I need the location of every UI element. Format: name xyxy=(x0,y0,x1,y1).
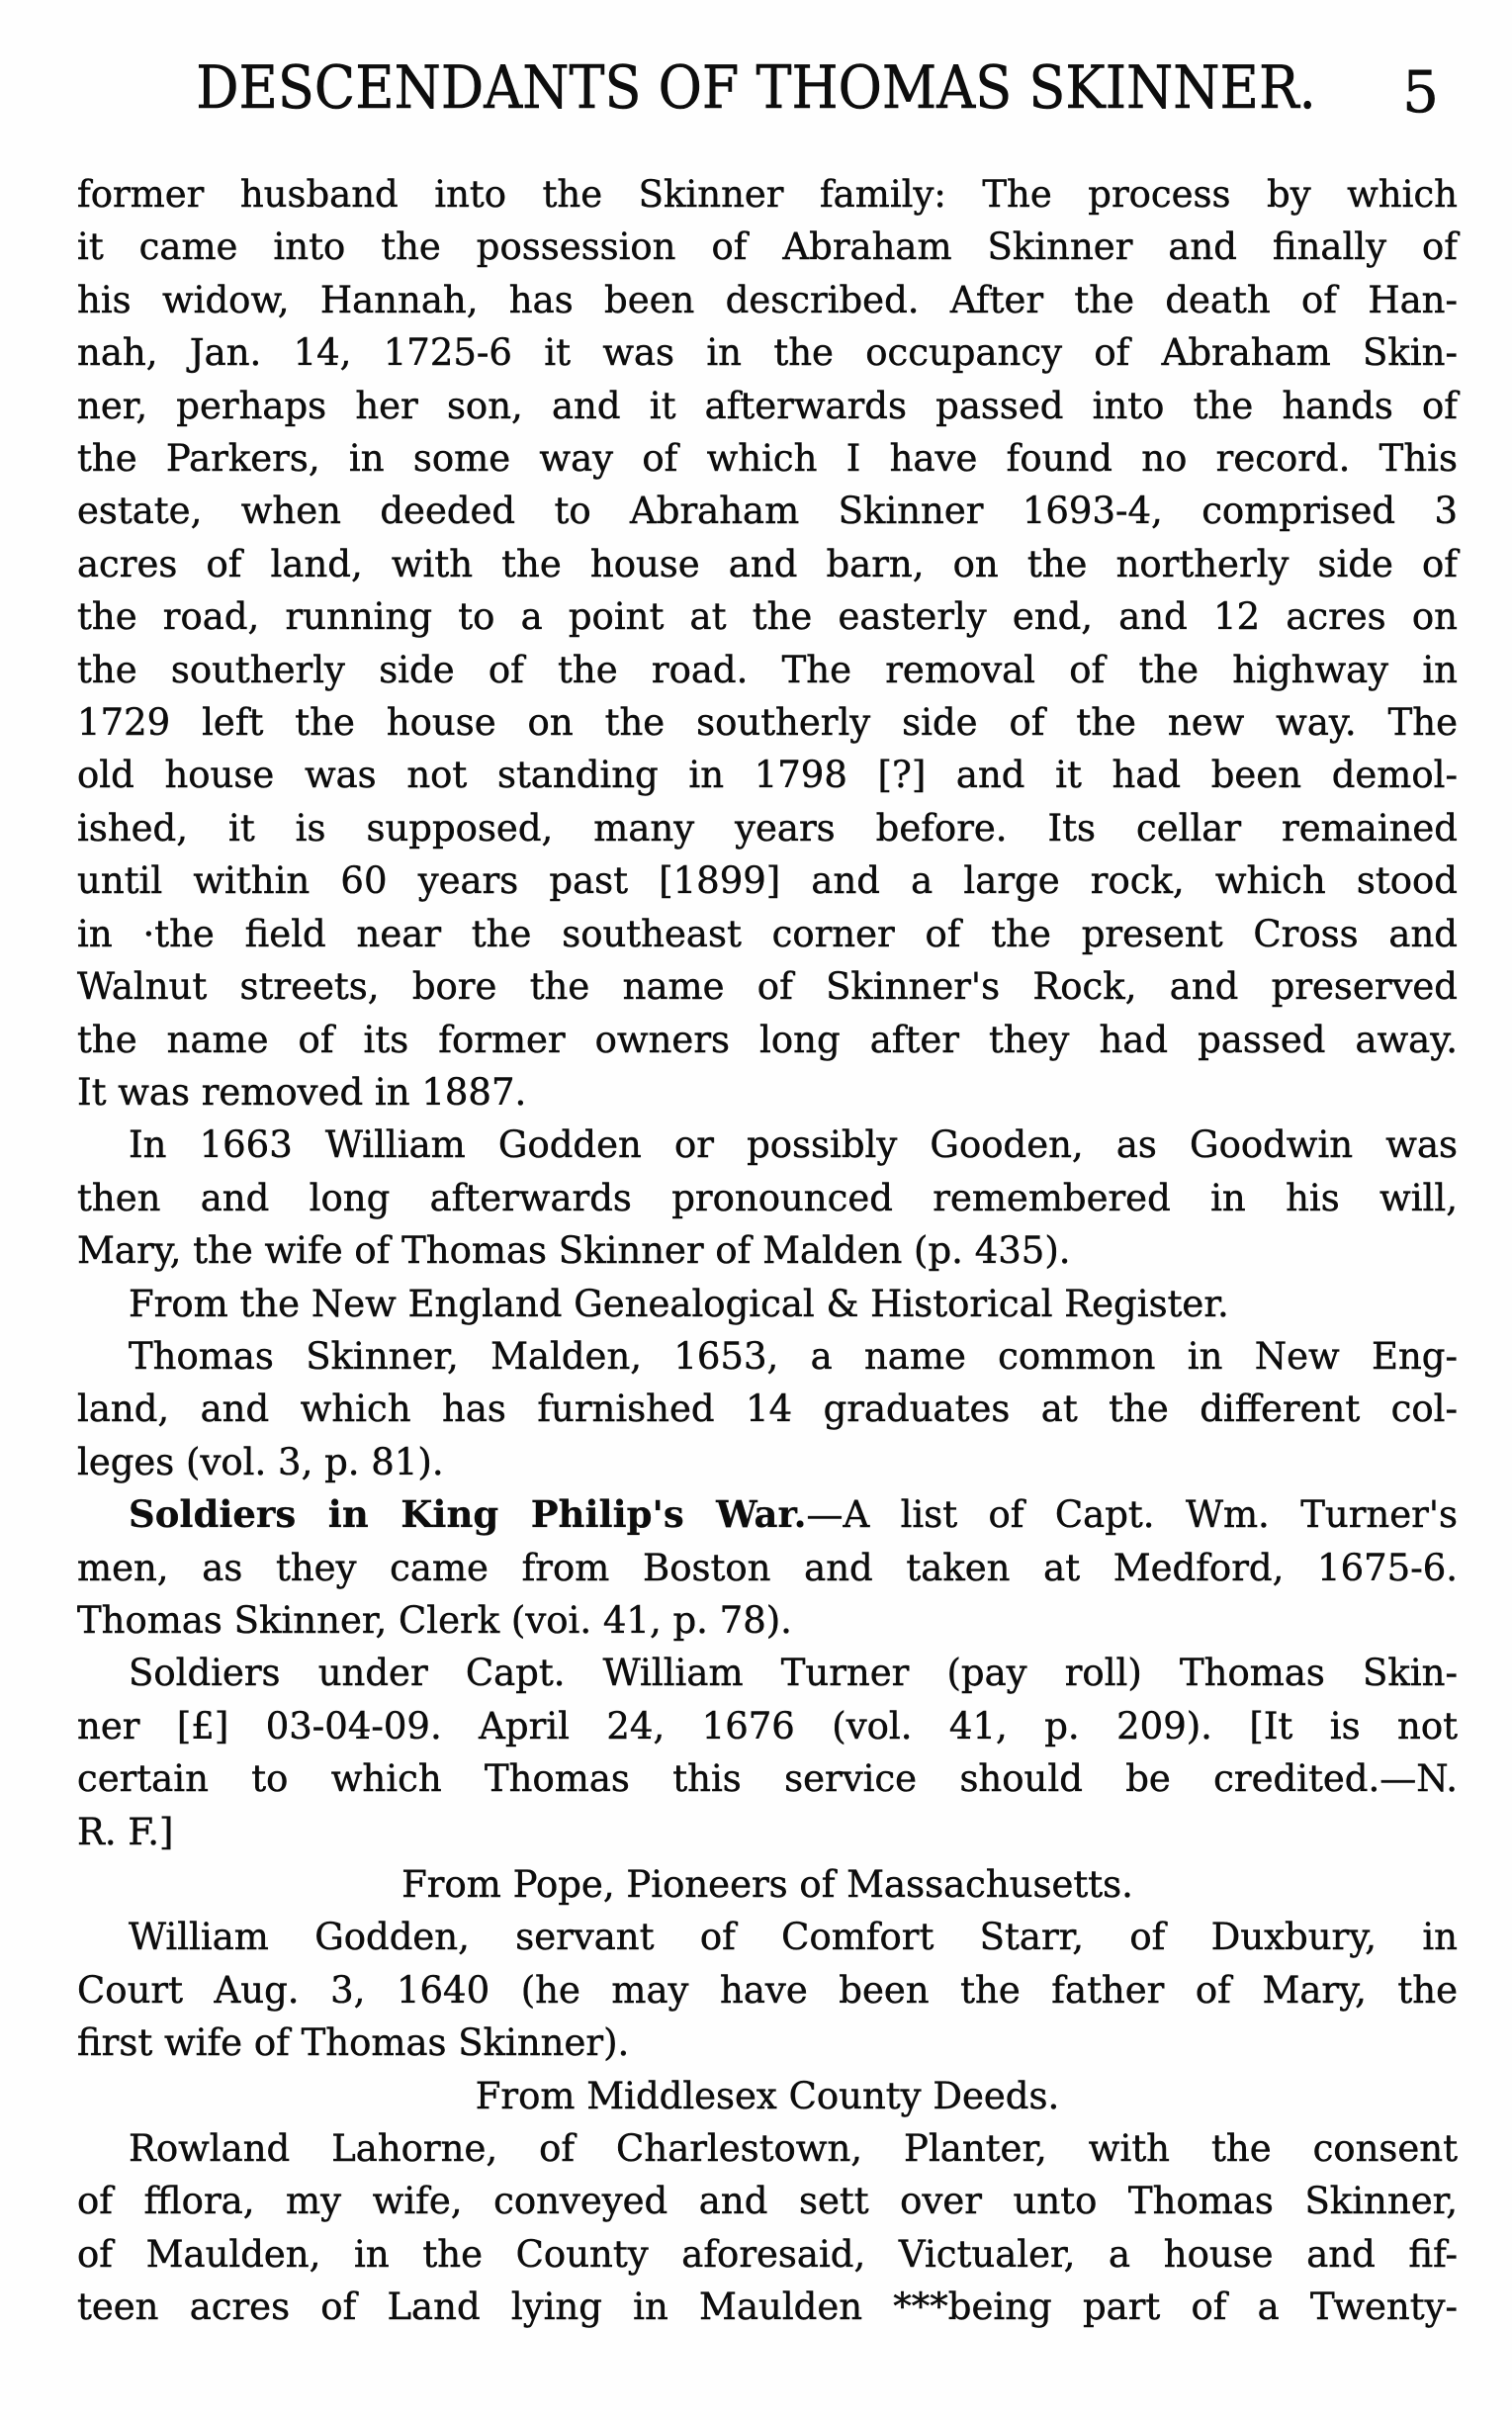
page-header xyxy=(0,55,1512,125)
text-line: the name of its former owners long after they had passed away. xyxy=(77,1018,1458,1061)
text-line: William Godden, servant of Comfort Starr, of Duxbury, in xyxy=(129,1916,1458,1959)
text-line: the Parkers, in some way of which I have found no record. This xyxy=(77,437,1458,481)
text-line: it came into the possession of Abraham Skinner and finally of xyxy=(77,225,1458,269)
text-line: From Middlesex County Deeds. xyxy=(475,2074,1060,2117)
text-line: first wife of Thomas Skinner). xyxy=(77,2021,630,2065)
text-line: land, and which has furnished 14 graduates at the different col- xyxy=(77,1388,1458,1431)
text-line: former husband into the Skinner family: The process by which xyxy=(77,173,1458,216)
text-line: ished, it is supposed, many years before. Its cellar remained xyxy=(77,806,1458,850)
text-line: Rowland Lahorne, of Charlestown, Planter, with the consent xyxy=(129,2127,1458,2171)
text-line: in ·the field near the southeast corner of the present Cross and xyxy=(77,912,1458,955)
text-line: Court Aug. 3, 1640 (he may have been the father of Mary, the xyxy=(77,1968,1458,2012)
text-line: the road, running to a point at the easterly end, and 12 acres on xyxy=(77,595,1458,639)
page-number: 5 xyxy=(1402,58,1439,126)
text-line: Walnut streets, bore the name of Skinner's Rock, and preserved xyxy=(77,965,1458,1009)
text-line: 1729 left the house on the southerly side of the new way. The xyxy=(77,701,1458,745)
text-line: certain to which Thomas this service should be credited.—N. xyxy=(77,1757,1458,1801)
text-line xyxy=(77,1488,1458,1541)
text-line: In 1663 William Godden or possibly Gooden, as Goodwin was xyxy=(129,1123,1458,1167)
text-line: Thomas Skinner, Malden, 1653, a name common in New Eng- xyxy=(129,1334,1458,1378)
text-line: the southerly side of the road. The removal of the highway in xyxy=(77,648,1458,691)
text-line: R. F.] xyxy=(77,1810,174,1853)
text-line: estate, when deeded to Abraham Skinner 1693-4, comprised 3 xyxy=(77,490,1458,533)
text-line: men, as they came from Boston and taken at Medford, 1675-6. xyxy=(77,1546,1458,1589)
text-line: until within 60 years past [1899] and a large rock, which stood xyxy=(77,859,1458,903)
text-line: acres of land, with the house and barn, on the northerly side of xyxy=(77,542,1458,585)
text-line: From Pope, Pioneers of Massachusetts. xyxy=(401,1863,1133,1906)
bold-phrase: Soldiers in King Philip's War. xyxy=(129,1492,807,1537)
text-line: ner [£] 03-04-09. April 24, 1676 (vol. 41, p. 209). [It is not xyxy=(77,1704,1458,1748)
text-line: ner, perhaps her son, and it afterwards passed into the hands of xyxy=(77,384,1458,427)
text-line: From the New England Genealogical & Historical Register. xyxy=(129,1282,1229,1325)
text-line: his widow, Hannah, has been described. After the death of Han- xyxy=(77,278,1458,321)
text-line: of Maulden, in the County aforesaid, Victualer, a house and fif- xyxy=(77,2232,1458,2276)
running-title: DESCENDANTS OF THOMAS SKINNER. xyxy=(196,53,1316,123)
text-line: leges (vol. 3, p. 81). xyxy=(77,1440,444,1483)
text-line: of fflora, my wife, conveyed and sett over unto Thomas Skinner, xyxy=(77,2180,1458,2223)
page-body xyxy=(77,168,1458,2334)
text-line: nah, Jan. 14, 1725-6 it was in the occupancy of Abraham Skin- xyxy=(77,331,1458,375)
text-segment: —A list of Capt. Wm. Turner's xyxy=(806,1493,1458,1537)
text-line: Mary, the wife of Thomas Skinner of Malden (p. 435). xyxy=(77,1229,1071,1273)
text-line: teen acres of Land lying in Maulden ***being part of a Twenty- xyxy=(77,2286,1458,2329)
text-line: old house was not standing in 1798 [?] and it had been demol- xyxy=(77,754,1458,797)
text-line: Soldiers under Capt. William Turner (pay roll) Thomas Skin- xyxy=(129,1652,1458,1695)
text-line: then and long afterwards pronounced remembered in his will, xyxy=(77,1176,1458,1219)
text-line: Thomas Skinner, Clerk (voi. 41, p. 78). xyxy=(77,1598,792,1642)
text-line: It was removed in 1887. xyxy=(77,1070,527,1114)
